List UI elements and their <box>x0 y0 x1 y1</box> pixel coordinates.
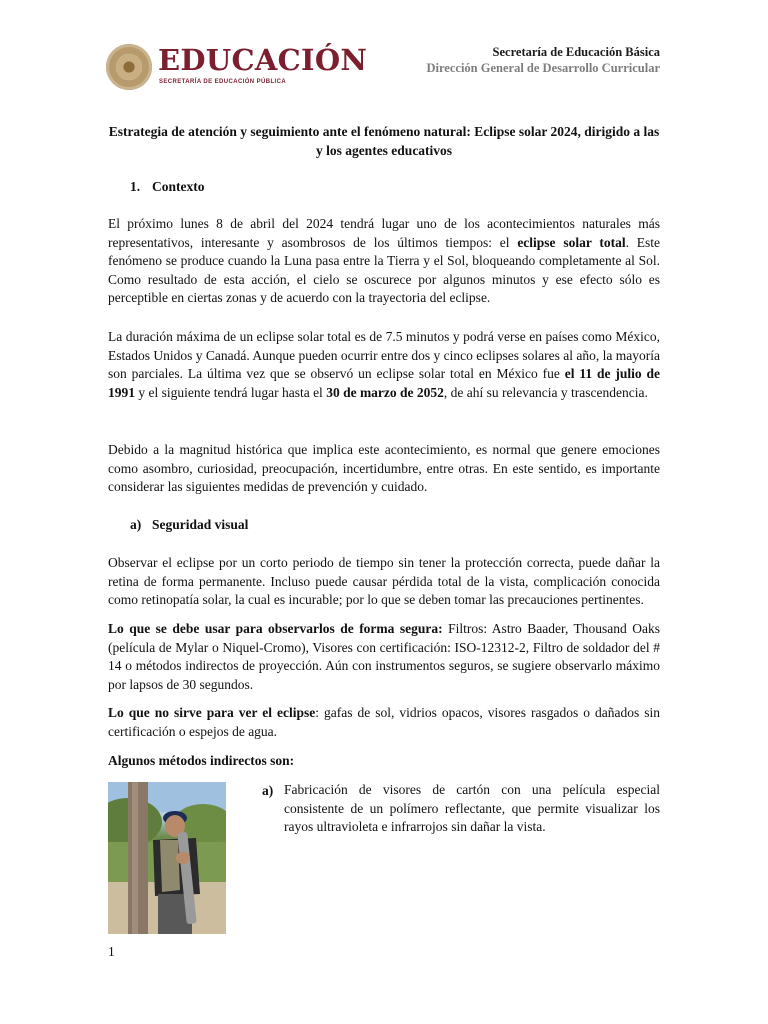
paragraph <box>108 328 660 402</box>
paragraph <box>108 620 660 694</box>
page-number: 1 <box>108 944 115 959</box>
text-run: : gafas de sol, vidrios opacos, visores rasgados o dañados sin certificación o espejos de agua. <box>108 705 660 739</box>
document-title: Estrategia de atención y seguimiento ante el fenómeno natural: Eclipse solar 2024, dirigido a las y los agentes educativos <box>108 124 660 158</box>
header-institution <box>426 44 660 76</box>
paragraph <box>108 704 660 741</box>
bold-run: eclipse solar total <box>517 234 626 250</box>
bold-run: Lo que no sirve para ver el eclipse <box>108 705 316 720</box>
sep-logo <box>106 43 368 96</box>
list-item-marker: a) <box>262 783 274 798</box>
header-line-2: Dirección General de Desarrollo Curricular <box>426 61 660 75</box>
paragraph: Observar el eclipse por un corto periodo de tiempo sin tener la protección correcta, puede dañar la retina de forma permanente. Incluso puede causar pérdida total de la vista, complicación conocida como retinopatía solar, la cual es incurable; por lo que se deben tomar las precauciones pertinentes. <box>108 555 660 607</box>
bold-run: el 11 de julio de 1991 <box>108 366 660 400</box>
logo-subtitle: SECRETARÍA DE EDUCACIÓN PÚBLICA <box>159 79 287 85</box>
header-line-1: Secretaría de Educación Básica <box>492 45 660 59</box>
list-item: Fabricación de visores de cartón con una película especial consistente de un polímero reflectante, que permite visualizar los rayos ultravioleta e infrarrojos sin dañar la vista. <box>284 782 660 834</box>
photo-illustration <box>108 782 226 934</box>
text-run: y el siguiente tendrá lugar hasta el <box>135 384 327 400</box>
text-run: La duración máxima de un eclipse solar total es de 7.5 minutos y podrá verse en países como México, Estados Unidos y Canadá. Aunque pueden ocurrir entre dos y cinco eclipses solares al año, la mayoría son parciales. La última vez que se observó un eclipse solar total en México fue <box>108 329 660 381</box>
methods-heading: Algunos métodos indirectos son: <box>108 753 295 768</box>
photo-cardboard-viewer <box>108 782 226 934</box>
bold-run: 30 de marzo de 2052 <box>326 384 444 400</box>
text-run: , de ahí su relevancia y trascendencia. <box>443 384 648 400</box>
national-seal-icon <box>106 44 152 90</box>
subsection-title: Seguridad visual <box>152 517 249 532</box>
paragraph <box>108 215 660 308</box>
section-number: 1. <box>130 179 141 194</box>
section-heading <box>130 177 205 196</box>
text-run: . Este fenómeno se produce cuando la Luna pasa entre la Tierra y el Sol, bloqueando completamente al Sol. Como resultado de esta acción, el cielo se oscurece por algunos minutos y ese efecto sólo es perceptible en ciertas zonas y de acuerdo con la trayectoria del eclipse. <box>108 234 661 305</box>
section-title: Contexto <box>152 179 205 194</box>
bold-run: Lo que se debe usar para observarlos de forma segura: <box>108 621 443 636</box>
text-run: Filtros: Astro Baader, Thousand Oaks (película de Mylar o Niquel-Cromo), Visores con certificación: ISO-12312-2, Filtro de soldador del # 14 o métodos indirectos de proyección. Aún con instrumentos seguros, se sugiere observarlo máximo por lapsos de 30 segundos. <box>108 621 660 692</box>
paragraph: Debido a la magnitud histórica que implica este acontecimiento, es normal que genere emociones como asombro, curiosidad, preocupación, incertidumbre, entre otras. En este sentido, es importante considerar las siguientes medidas de prevención y cuidado. <box>108 442 660 494</box>
text-run: El próximo lunes 8 de abril del 2024 tendrá lugar uno de los acontecimientos naturales más representativos, interesante y asombrosos de los últimos tiempos: el <box>108 216 660 250</box>
subsection-letter: a) <box>130 517 142 532</box>
logo-wordmark: EDUCACIÓN <box>158 43 368 77</box>
subsection-heading <box>130 515 248 534</box>
